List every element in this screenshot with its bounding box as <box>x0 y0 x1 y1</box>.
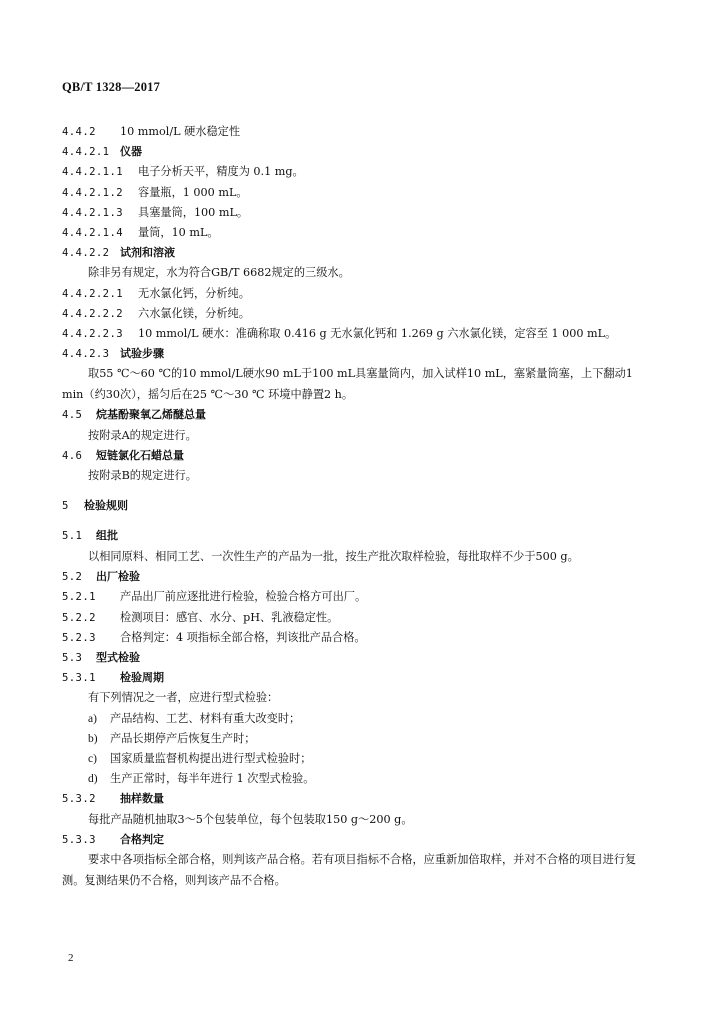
section-5-1 <box>62 526 652 546</box>
list-text: 生产正常时，每半年进行 1 次型式检验。 <box>110 772 315 786</box>
document-code: QB/T 1328—2017 <box>62 80 161 94</box>
clause-line <box>62 142 652 162</box>
section-number: 5 <box>62 500 69 513</box>
inspection-conditions-list <box>62 709 652 790</box>
clause-number: 4.4.2.1.4 <box>62 227 124 240</box>
clause-text: 有下列情况之一者，应进行型式检验： <box>88 691 279 705</box>
clause-line <box>62 830 652 850</box>
clause-number: 4.6 <box>62 449 83 462</box>
test-procedure-paragraph: 取55 ℃～60 ℃的10 mmol/L硬水90 mL于100 mL具塞量筒内，加入试样10 mL，塞紧量筒塞，上下翻动1 min（约30次），摇匀后在25 ℃～30 ℃ 环境中静置2 h。 <box>62 367 633 401</box>
clause-line <box>62 628 652 648</box>
list-item <box>62 749 652 769</box>
clause-number: 5.2 <box>62 571 83 584</box>
clause-text: 按附录B的规定进行。 <box>88 469 197 483</box>
clause-text: 烷基酚聚氧乙烯醚总量 <box>96 408 206 422</box>
clause-line <box>62 789 652 809</box>
clause-number: 5.3.1 <box>62 672 96 685</box>
clause-line <box>62 344 652 364</box>
clause-number: 4.5 <box>62 409 83 422</box>
clause-number: 4.4.2 <box>62 126 96 138</box>
section-5-3-2-5-3-3 <box>62 789 652 850</box>
clause-text: 产品出厂前应逐批进行检验，检验合格方可出厂。 <box>120 590 367 604</box>
clause-line <box>62 203 652 223</box>
clause-text: 型式检验 <box>96 650 140 664</box>
clause-text: 试剂和溶液 <box>120 246 175 260</box>
clause-number: 4.4.2.3 <box>62 348 110 361</box>
clause-line <box>62 304 652 324</box>
clause-number: 4.4.2.1 <box>62 146 110 159</box>
section-5-2-5-3 <box>62 567 652 708</box>
page-number: 2 <box>68 952 74 964</box>
clause-line <box>62 810 652 830</box>
clause-text: 具塞量筒，100 mL。 <box>138 205 249 219</box>
clause-line <box>62 223 652 243</box>
clause-number: 4.4.2.1.2 <box>62 186 124 199</box>
clause-line <box>62 122 652 142</box>
clause-text: 出厂检验 <box>96 570 140 584</box>
clause-text: 10 mmol/L 硬水稳定性 <box>120 125 241 138</box>
clause-text: 电子分析天平，精度为 0.1 mg。 <box>138 165 304 179</box>
clause-text: 抽样数量 <box>120 792 164 806</box>
list-text: 国家质量监督机构提出进行型式检验时； <box>110 751 312 765</box>
clause-text: 六水氯化镁，分析纯。 <box>138 306 250 320</box>
clause-number: 5.3.3 <box>62 833 96 846</box>
clause-number: 4.4.2.1.3 <box>62 206 124 219</box>
clause-text: 10 mmol/L 硬水：准确称取 0.416 g 无水氯化钙和 1.269 g 六水氯化镁，定容至 1 000 mL。 <box>138 327 617 341</box>
clause-number: 5.3.2 <box>62 793 96 806</box>
clause-line <box>62 688 652 708</box>
list-marker: c) <box>88 752 97 765</box>
list-marker: d) <box>88 773 98 786</box>
clause-text: 无水氯化钙，分析纯。 <box>138 286 250 300</box>
clause-number: 4.4.2.2 <box>62 247 110 260</box>
section-4-5-4-6 <box>62 405 652 486</box>
section-title: 检验规则 <box>84 499 128 513</box>
clause-text: 合格判定：4 项指标全部合格，判该批产品合格。 <box>120 630 366 644</box>
list-marker: a) <box>88 712 97 725</box>
judgment-paragraph: 要求中各项指标全部合格，则判该产品合格。若有项目指标不合格，应重新加倍取样，并对不合格的项目进行复测。复测结果仍不合格，则判该产品不合格。 <box>62 853 637 887</box>
list-marker: b) <box>88 732 98 745</box>
clause-line <box>62 183 652 203</box>
batch-paragraph: 以相同原料、相同工艺、一次性生产的产品为一批，按生产批次取样检验，每批取样不少于500 g。 <box>88 549 579 563</box>
clause-number: 5.2.2 <box>62 611 96 624</box>
clause-line <box>62 324 652 344</box>
clause-number: 4.4.2.2.1 <box>62 287 124 300</box>
clause-text: 检测项目：感官、水分、pH、乳液稳定性。 <box>120 610 339 624</box>
clause-text: 按附录A的规定进行。 <box>88 428 197 442</box>
clause-text: 合格判定 <box>120 832 164 846</box>
clause-line <box>62 162 652 182</box>
clause-number: 4.4.2.1.1 <box>62 166 124 179</box>
clause-number: 4.4.2.2.3 <box>62 328 124 341</box>
clause-line <box>62 426 652 446</box>
list-text: 产品长期停产后恢复生产时； <box>110 731 256 745</box>
clause-text: 检验周期 <box>120 671 164 685</box>
clause-line <box>62 608 652 628</box>
clause-text: 仪器 <box>120 145 142 159</box>
clause-line <box>62 466 652 486</box>
clause-number: 4.4.2.2.2 <box>62 307 124 320</box>
clause-line <box>62 668 652 688</box>
clause-number: 5.2.3 <box>62 631 96 644</box>
clause-text: 量筒，10 mL。 <box>138 226 219 240</box>
document-body <box>62 122 652 891</box>
clause-number: 5.3 <box>62 651 83 664</box>
clause-line <box>62 263 652 283</box>
clause-text: 短链氯化石蜡总量 <box>96 448 184 462</box>
clause-line <box>62 446 652 466</box>
list-item <box>62 709 652 729</box>
section-4-4-2 <box>62 122 652 364</box>
clause-line <box>62 243 652 263</box>
clause-line <box>62 567 652 587</box>
clause-number: 5.1 <box>62 530 83 543</box>
section-5-heading <box>62 496 652 516</box>
clause-line <box>62 587 652 607</box>
clause-text: 试验步骤 <box>120 347 164 361</box>
list-item <box>62 769 652 789</box>
clause-line <box>62 648 652 668</box>
list-text: 产品结构、工艺、材料有重大改变时； <box>110 711 301 725</box>
clause-text: 容量瓶，1 000 mL。 <box>138 185 248 199</box>
clause-line <box>62 284 652 304</box>
clause-line <box>62 405 652 425</box>
clause-text: 每批产品随机抽取3～5个包装单位，每个包装取150 g～200 g。 <box>88 812 413 826</box>
clause-number: 5.2.1 <box>62 591 96 604</box>
list-item <box>62 729 652 749</box>
clause-text: 组批 <box>96 529 118 543</box>
clause-line <box>62 526 652 546</box>
clause-text: 除非另有规定，水为符合GB/T 6682规定的三级水。 <box>88 266 350 280</box>
